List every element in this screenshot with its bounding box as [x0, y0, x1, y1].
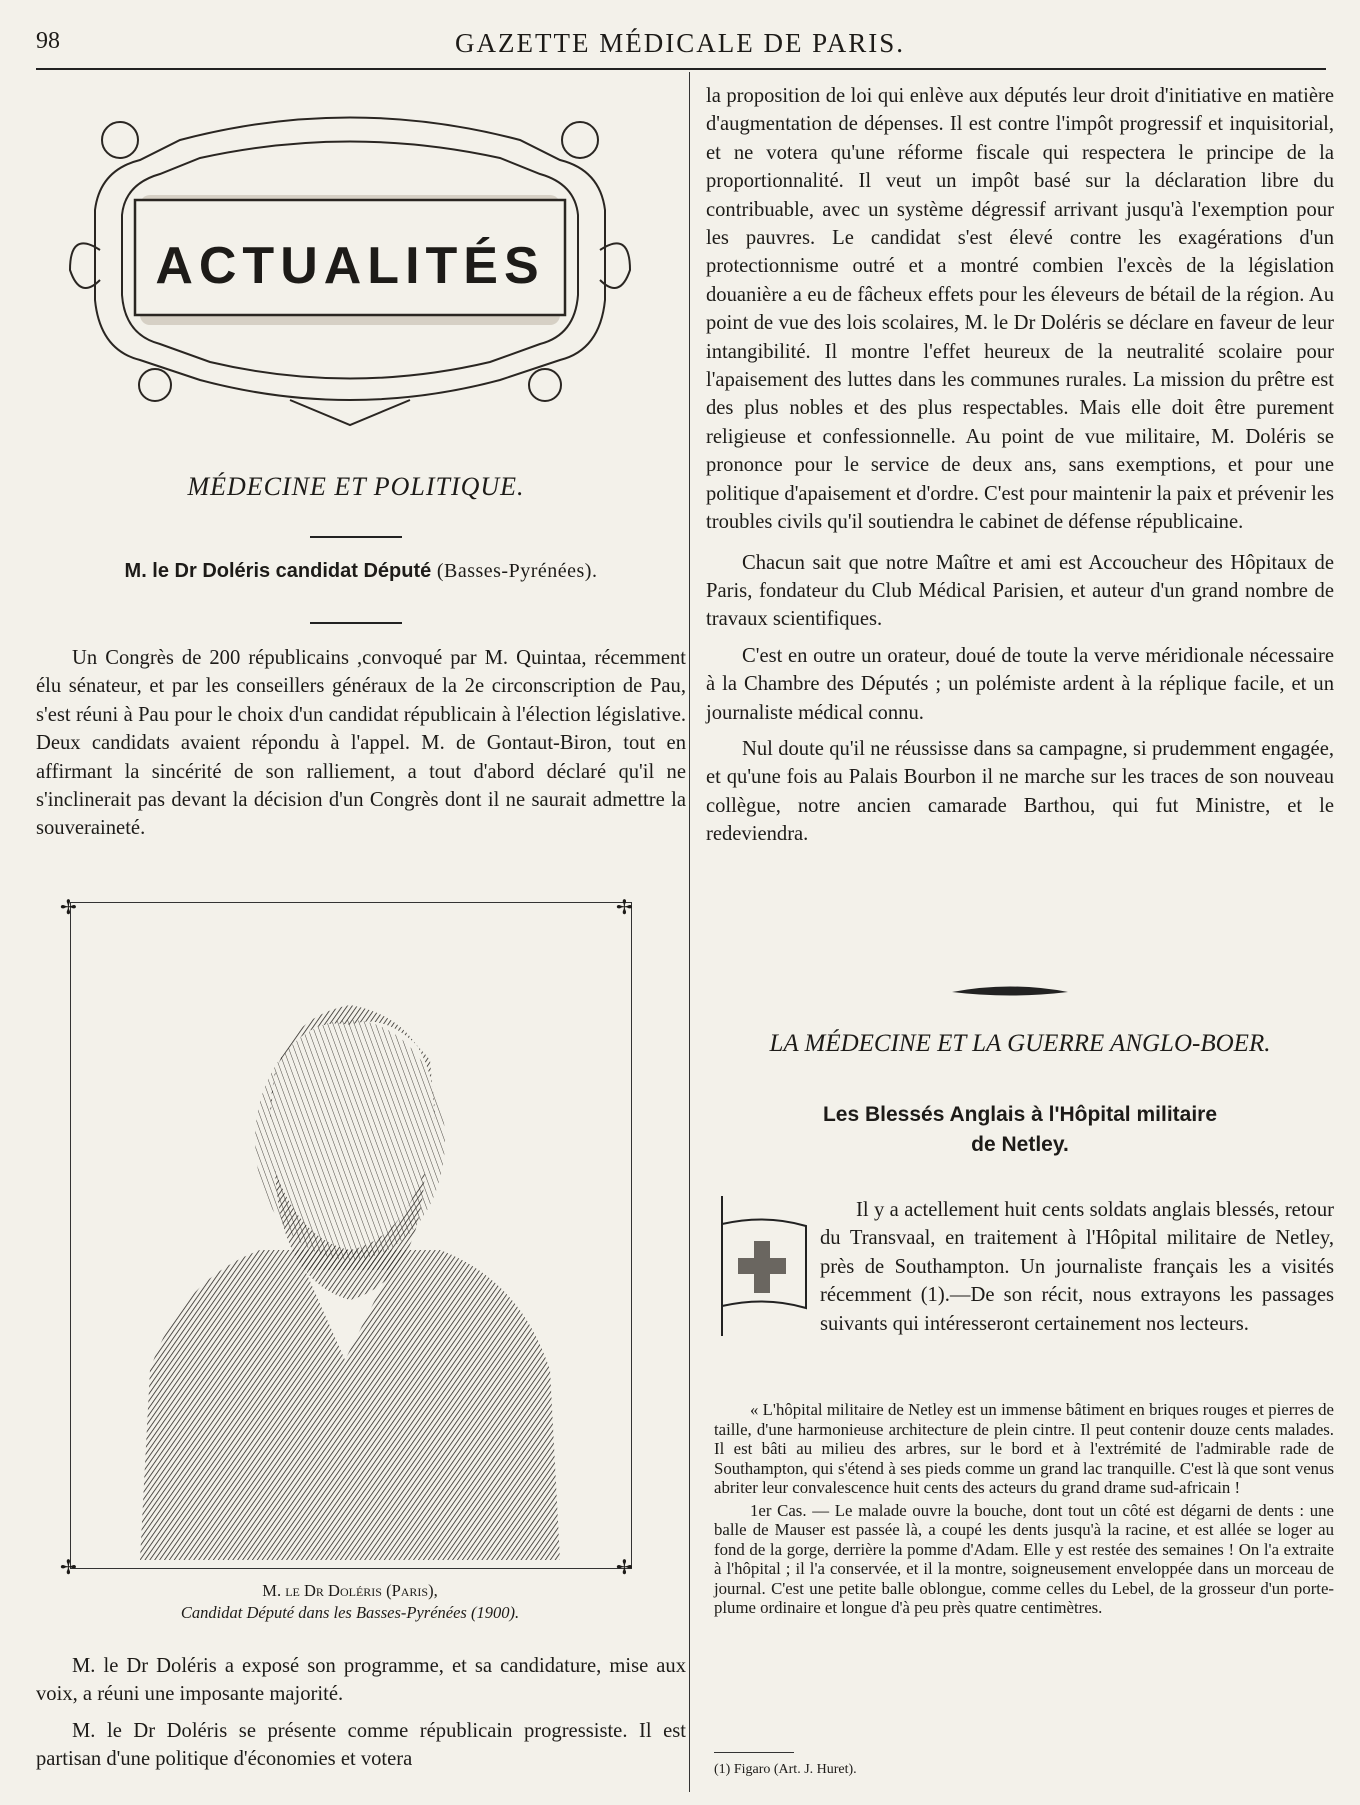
- article-headline: [36, 560, 686, 583]
- netley-intro: [820, 1196, 1334, 1338]
- frame-corner-icon: ✢: [60, 1557, 77, 1579]
- netley-quote: [714, 1400, 1334, 1618]
- frame-corner-icon: ✢: [60, 897, 77, 919]
- headline-region: (Basses-Pyrénées).: [436, 560, 598, 582]
- caption-name: M. le Dr Doléris (Paris),: [262, 1581, 438, 1600]
- portrait-caption: [70, 1580, 630, 1624]
- quote-paragraph: 1er Cas. — Le malade ouvre la bouche, dont tout un côté est dégarni de dents : une balle de Mauser est passée là, a coupé les dents jusqu'à la racine, et est allée se loger au fond de la gorge, derrière la pomme d'Adam. Elle y est restée des semaines ! On l'a extraite à l'hôpital ; il l'a conservée, et il la montre, soigneusement enveloppée dans un morceau de journal. C'est une petite balle oblongue, comme celles du Lebel, de la grosseur d'un porte-plume ordinaire et longue d'à peu près quatre centimètres.: [714, 1500, 1334, 1617]
- paragraph: C'est en outre un orateur, doué de toute la verve méridionale nécessaire à la Chambre des Députés ; un polémiste ardent à la réplique facile, et un journaliste médical connu.: [706, 644, 1334, 724]
- red-cross-flag-icon: [716, 1196, 808, 1336]
- article-body-right: [706, 82, 1334, 849]
- paragraph: la proposition de loi qui enlève aux députés leur droit d'initiative en matière d'augmentation de dépenses. Il est contre l'impôt progressif et inquisitorial, et ne votera qu'une réforme fiscale qui respectera le principe de la proportionnalité. Il veut un impôt basé sur la déclaration libre du contribuable, avec un système dégressif arrivant jusqu'à l'exemption pour les pauvres. Le candidat s'est élevé contre les exagérations d'un protectionnisme outré et a montré combien l'excès de la législation douanière a eu de fâcheux effets pour les éleveurs de bétail de la région. Au point de vue des lois scolaires, M. le Dr Doléris se déclare en faveur de leur intangibilité. Il montre l'effet heureux de la neutralité scolaire pour l'apaisement des luttes dans les communes rurales. La mission du prêtre est des plus nobles et des plus respectables. Mais elle doit être purement religieuse et confessionnelle. Au point de vue militaire, M. Doléris se prononce pour le service de deux ans, sans exemptions, et pour une politique d'apaisement et d'ordre. C'est pour maintenir la paix et prévenir les troubles civils qu'il soutiendra le cabinet de défense républicaine.: [706, 85, 1334, 534]
- paragraph: Un Congrès de 200 républicains ,convoqué par M. Quintaa, récemment élu sénateur, et par les conseillers généraux de la 2e circonscription de Pau, s'est réuni à Pau pour le choix d'un candidat républicain à l'élection législative. Deux candidats avaient répondu à l'appel. M. de Gontaut-Biron, tout en affirmant la sincérité de son ralliement, a tout d'abord déclaré qu'il ne s'inclinerait pas devant la décision d'un Congrès dont il ne saurait admettre la souveraineté.: [36, 647, 686, 840]
- section-ornament: [950, 985, 1070, 999]
- page-number: 98: [36, 28, 60, 54]
- paragraph: Chacun sait que notre Maître et ami est Accoucheur des Hôpitaux de Paris, fondateur du Club Médical Parisien, et auteur d'un grand nombre de travaux scientifiques.: [706, 551, 1334, 631]
- section-title-medecine-politique: MÉDECINE ET POLITIQUE.: [187, 472, 525, 501]
- paragraph: Il y a actellement huit cents soldats anglais blessés, retour du Transvaal, en traitement à l'Hôpital militaire de Netley, près de Southampton. Un journaliste français les a visités récemment (1).—De son récit, nous extrayons les passages suivants qui intéresseront certainement nos lecteurs.: [820, 1199, 1334, 1335]
- article-body-left: [36, 1652, 686, 1774]
- banner-title: ACTUALITÉS: [155, 237, 545, 295]
- headline-line-2: de Netley.: [971, 1133, 1069, 1156]
- footnote-rule: [714, 1752, 794, 1753]
- caption-subtitle: Candidat Député dans les Basses-Pyrénées (1900).: [180, 1603, 520, 1622]
- section-rule: [310, 536, 402, 538]
- frame-corner-icon: ✢: [616, 897, 633, 919]
- quote-paragraph: « L'hôpital militaire de Netley est un immense bâtiment en briques rouges et pierres de taille, d'une harmonieuse architecture de plein cintre. Il peut contenir douze cents malades. Il est bâti au milieu des arbres, sur le bord et à l'extrémité de l'admirable rade de Southampton, qui s'étend à ses pieds comme un grand lac tranquille. C'est là que sont venus abriter leur convalescence huit cents des acteurs du grand drame sud-africain !: [714, 1400, 1334, 1497]
- section-rule: [310, 622, 402, 624]
- column-divider: [689, 72, 690, 1792]
- paragraph: M. le Dr Doléris se présente comme républicain progressiste. Il est partisan d'une politique d'économies et votera: [36, 1719, 686, 1771]
- paragraph: Nul doute qu'il ne réussisse dans sa campagne, si prudemment engagée, et qu'une fois au Palais Bourbon il ne marche sur les traces de son nouveau collègue, notre ancien camarade Barthou, qui fut Ministre, et le redeviendra.: [706, 737, 1334, 846]
- paragraph: M. le Dr Doléris a exposé son programme, et sa candidature, mise aux voix, a réuni une imposante majorité.: [36, 1655, 686, 1706]
- section-title-guerre-anglo-boer: LA MÉDECINE ET LA GUERRE ANGLO-BOER.: [769, 1030, 1271, 1057]
- portrait-engraving: [100, 940, 600, 1560]
- header-rule: [36, 68, 1326, 70]
- article-intro: [36, 644, 686, 843]
- frame-corner-icon: ✢: [616, 1557, 633, 1579]
- journal-title: GAZETTE MÉDICALE DE PARIS.: [455, 28, 905, 58]
- article-headline-netley: [700, 1100, 1340, 1160]
- headline-line-1: Les Blessés Anglais à l'Hôpital militaire: [822, 1103, 1218, 1126]
- headline-main: M. le Dr Doléris candidat Député: [124, 560, 432, 582]
- footnote: (1) Figaro (Art. J. Huret).: [714, 1762, 857, 1777]
